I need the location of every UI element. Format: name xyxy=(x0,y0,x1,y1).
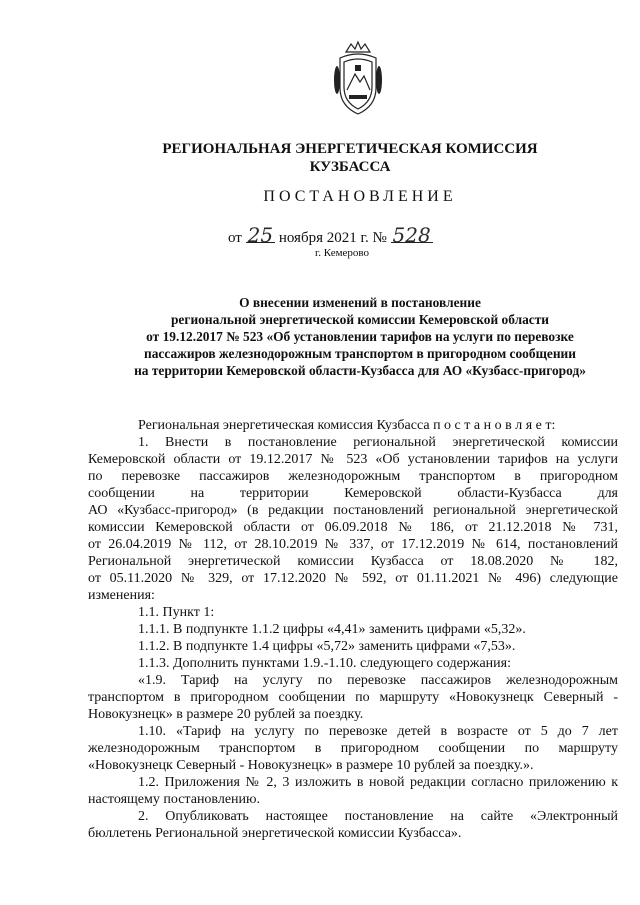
body-line: АО «Кузбасс-пригород» (в редакции постановлений региональной энергетической xyxy=(88,503,618,518)
body-line: Новокузнецк» в размере 20 рублей за поездку. xyxy=(88,707,364,722)
date-line xyxy=(228,223,433,247)
body-line: 1. Внести в постановление региональной энергетической комиссии xyxy=(138,435,618,450)
body-line: от 26.04.2019 № 112, от 28.10.2019 № 337, от 17.12.2019 № 614, постановлений xyxy=(88,537,618,552)
body-line: транспортом в пригородном сообщении по маршруту «Новокузнецк Северный - xyxy=(88,690,618,705)
body-line: 1.1.1. В подпункте 1.1.2 цифры «4,41» заменить цифрами «5,32». xyxy=(138,622,526,637)
body-line: по перевозке пассажиров железнодорожным транспортом в пригородном xyxy=(88,469,618,484)
intro-spaced: п о с т а н о в л я е т: xyxy=(433,418,556,433)
body-line: изменения: xyxy=(88,588,155,603)
body-line: 1.10. «Тариф на услугу по перевозке детей в возрасте от 5 до 7 лет xyxy=(138,724,618,739)
intro-paragraph xyxy=(138,418,555,435)
body-line: бюллетень Региональной энергетической комиссии Кузбасса». xyxy=(88,826,462,841)
date-prefix: от xyxy=(228,230,242,246)
city-name: г. Кемерово xyxy=(315,247,370,259)
body-line: сообщении на территории Кемеровской области-Кузбасса для xyxy=(88,486,618,501)
date-month-year: ноября 2021 г. xyxy=(278,230,369,246)
document-type-title: ПОСТАНОВЛЕНИЕ xyxy=(263,188,457,205)
body-line: «Новокузнецк Северный - Новокузнецк» в размере 10 рублей за поездку.». xyxy=(88,758,534,773)
subject-line: на территории Кемеровской области-Кузбасса для АО «Кузбасс-пригород» xyxy=(134,363,586,378)
subject-line: пассажиров железнодорожным транспортом в пригородном сообщении xyxy=(144,346,576,361)
coat-of-arms-emblem xyxy=(333,40,383,120)
body-line: 2. Опубликовать настоящее постановление на сайте «Электронный xyxy=(138,809,618,824)
subject-line: региональной энергетической комиссии Кемеровской области xyxy=(170,312,550,327)
body-line: от 05.11.2020 № 329, от 17.12.2020 № 592, от 01.11.2021 № 496) следующие xyxy=(88,571,618,586)
subject-line: О внесении изменений в постановление xyxy=(239,295,481,310)
body-line: железнодорожным транспортом в пригородном сообщении по маршруту xyxy=(88,741,618,756)
document-number-handwritten: 528 xyxy=(392,223,431,247)
org-name-line1: РЕГИОНАЛЬНАЯ ЭНЕРГЕТИЧЕСКАЯ КОМИССИЯ xyxy=(162,141,538,157)
subject-line: от 19.12.2017 № 523 «Об установлении тарифов на услуги по перевозке xyxy=(146,329,574,344)
body-line: «1.9. Тариф на услугу по перевозке пассажиров железнодорожным xyxy=(138,673,618,688)
date-day-handwritten: 25 xyxy=(247,223,274,247)
body-line: Кемеровской области от 19.12.2017 № 523 «Об установлении тарифов на услуги xyxy=(88,452,618,467)
body-line: настоящему постановлению. xyxy=(88,792,260,807)
body-line: Региональной энергетической комиссии Кузбасса от 18.08.2020 № 182, xyxy=(88,554,618,569)
body-line: 1.2. Приложения № 2, 3 изложить в новой редакции согласно приложению к xyxy=(138,775,618,790)
body-line: 1.1.3. Дополнить пунктами 1.9.-1.10. следующего содержания: xyxy=(138,656,511,671)
org-name-line2: КУЗБАССА xyxy=(309,159,391,175)
number-sign: № xyxy=(372,230,387,246)
body-line: 1.1. Пункт 1: xyxy=(138,605,215,620)
body-line: комиссии Кемеровской области от 06.09.2018 № 186, от 21.12.2018 № 731, xyxy=(88,520,618,535)
intro-text: Региональная энергетическая комиссия Кузбасса xyxy=(138,418,430,433)
body-line: 1.1.2. В подпункте 1.4 цифры «5,72» заменить цифрами «7,53». xyxy=(138,639,516,654)
